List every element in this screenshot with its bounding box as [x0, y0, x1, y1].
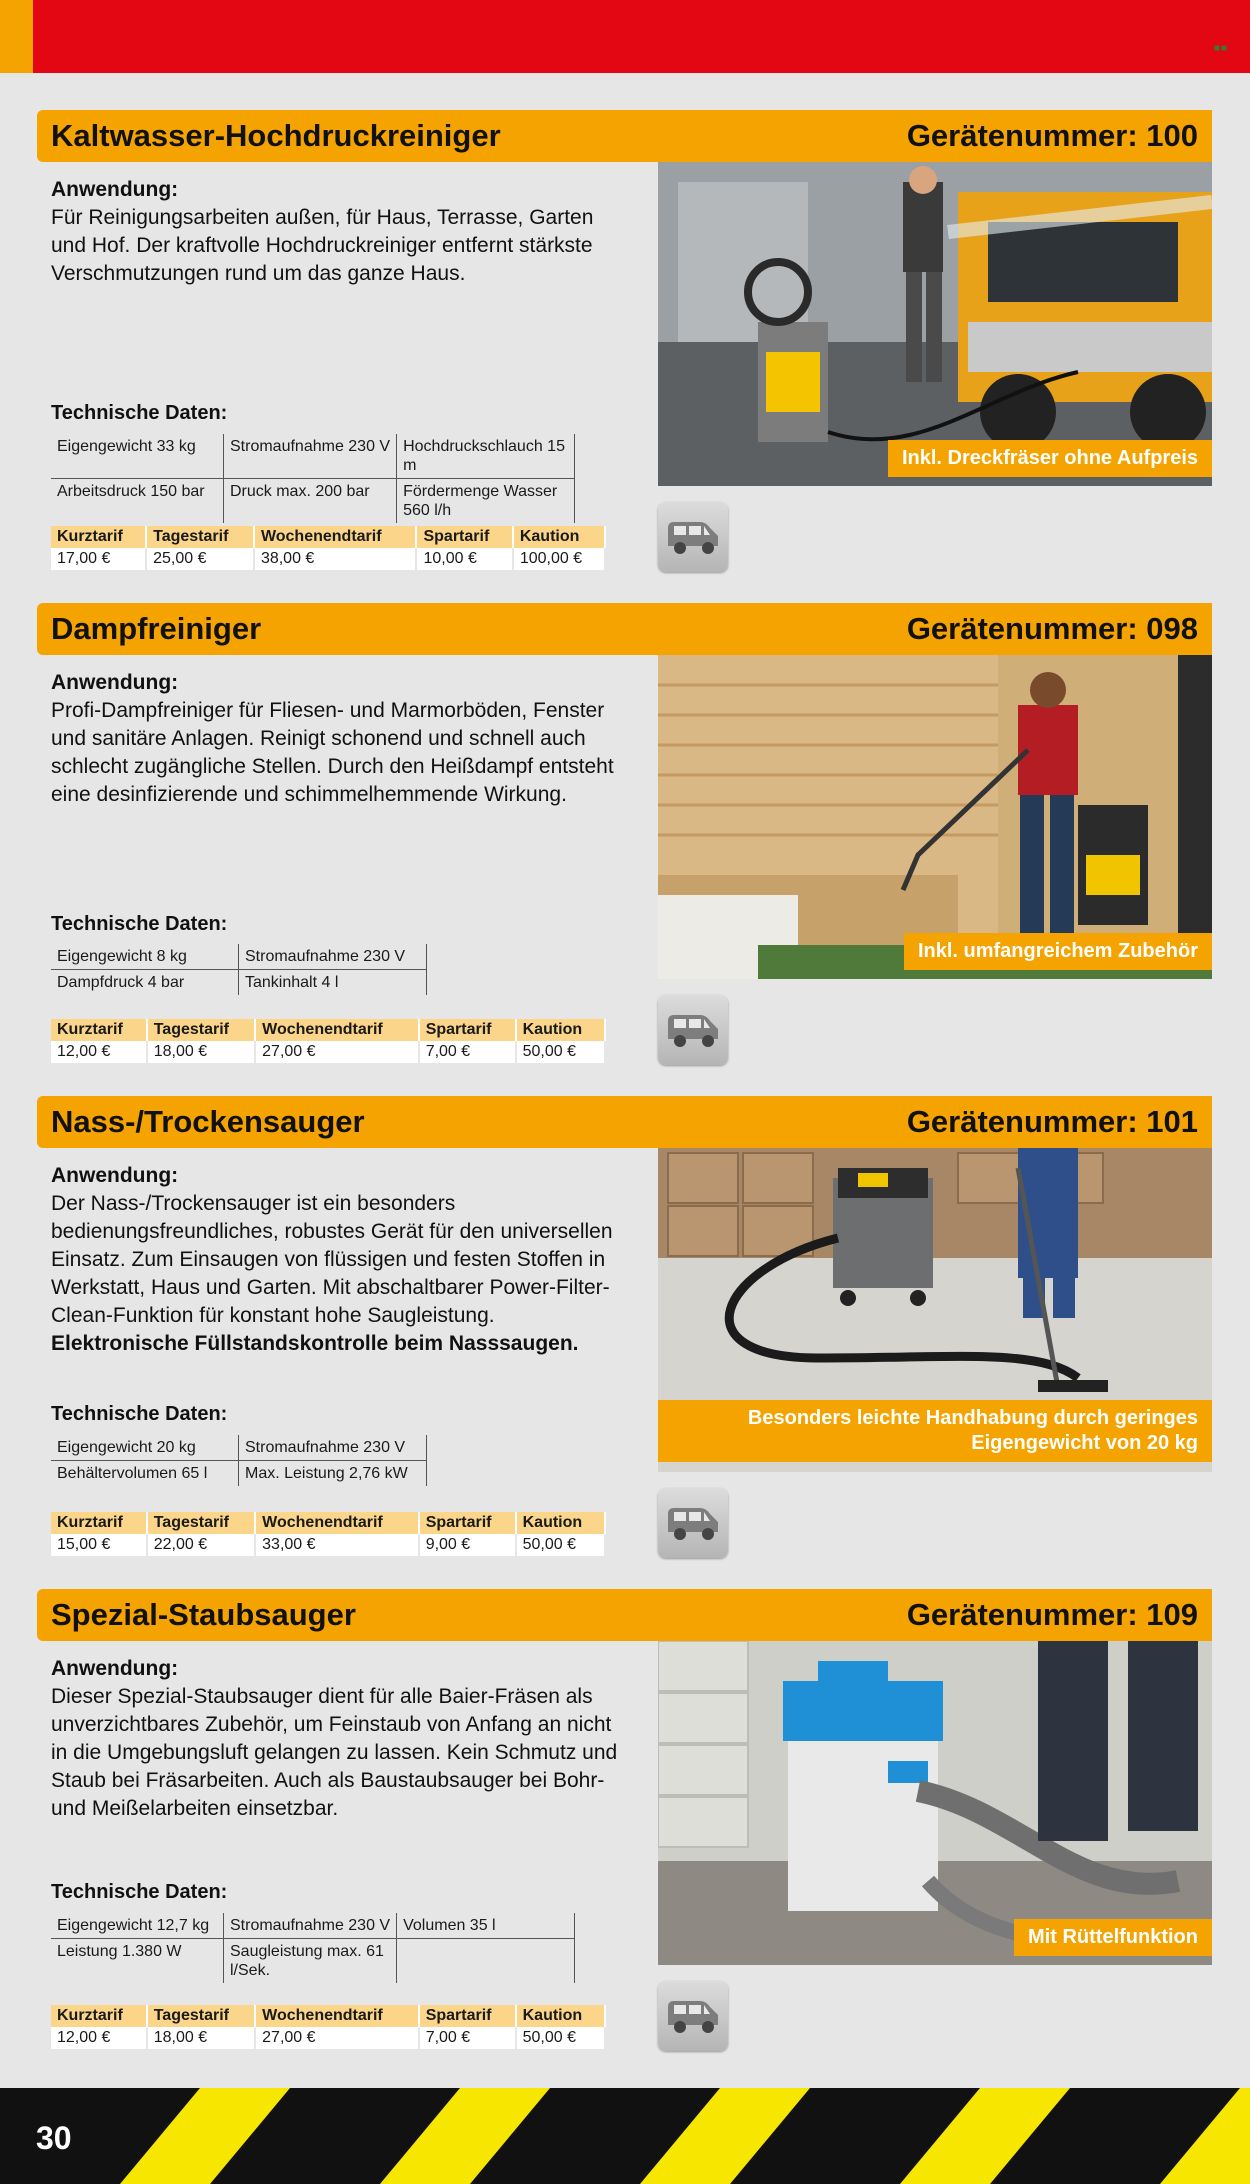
spec-table — [51, 1913, 575, 1983]
hazard-stripe-footer — [0, 2088, 1250, 2184]
price-header: Kurztarif — [51, 1019, 147, 1041]
top-yellow-tab — [0, 0, 33, 73]
anwendung-label: Anwendung: — [51, 671, 179, 694]
price-header: Spartarif — [419, 1512, 516, 1534]
description-text: Für Reinigungsarbeiten außen, für Haus, Terrasse, Garten und Hof. Der kraftvolle Hochdruckreiniger entfernt stärkste Verschmutzungen rund um das ganze Haus. — [51, 206, 594, 285]
spec-cell: Fördermenge Wasser 560 l/h — [397, 479, 575, 524]
feature-badge: Inkl. umfangreichem Zubehör — [904, 933, 1212, 970]
product-description — [51, 1655, 621, 1823]
price-value: 22,00 € — [147, 1534, 255, 1556]
anwendung-label: Anwendung: — [51, 1164, 179, 1187]
section-header — [37, 1096, 1212, 1148]
transport-van-icon — [658, 502, 728, 572]
spec-cell: Stromaufnahme 230 V — [239, 1435, 427, 1461]
price-value: 27,00 € — [255, 2027, 419, 2049]
description-highlight: Elektronische Füllstandskontrolle beim Nasssaugen. — [51, 1332, 579, 1355]
price-header: Tagestarif — [147, 2005, 255, 2027]
product-photo-special-vacuum — [658, 1641, 1212, 1965]
spec-cell: Leistung 1.380 W — [51, 1939, 224, 1984]
anwendung-label: Anwendung: — [51, 1657, 179, 1680]
price-value: 38,00 € — [254, 548, 417, 570]
device-number: Gerätenummer: 100 — [906, 118, 1198, 153]
price-value: 100,00 € — [513, 548, 605, 570]
spec-cell: Max. Leistung 2,76 kW — [239, 1461, 427, 1487]
price-value: 9,00 € — [419, 1534, 516, 1556]
price-value: 50,00 € — [516, 1534, 605, 1556]
price-table — [51, 1019, 606, 1063]
description-text: Profi-Dampfreiniger für Fliesen- und Marmorböden, Fenster und sanitäre Anlagen. Reinigt schonend und schnell auch schlecht zugängliche Stellen. Durch den Heißdampf entsteht eine desinfizierende und schimmelhemmende Wirkung. — [51, 699, 614, 806]
feature-badge: Besonders leichte Handhabung durch geringes Eigengewicht von 20 kg — [658, 1400, 1212, 1462]
product-photo-pressure-washer — [658, 162, 1212, 486]
spec-cell: Dampfdruck 4 bar — [51, 970, 239, 996]
product-description — [51, 1162, 621, 1358]
spec-cell: Eigengewicht 20 kg — [51, 1435, 239, 1461]
tech-data-label: Technische Daten: — [51, 1881, 228, 1903]
description-text: Dieser Spezial-Staubsauger dient für alle Baier-Fräsen als unverzichtbares Zubehör, um Feinstaub von Anfang an nicht in die Umgebungsluft gelangen zu lassen. Kein Schmutz und Staub bei Fräsarbeiten. Auch als Baustaubsauger bei Bohr- und Meißelarbeiten einsetzbar. — [51, 1685, 618, 1820]
price-header: Kaution — [516, 2005, 605, 2027]
section-header — [37, 1589, 1212, 1641]
transport-van-icon — [658, 1488, 728, 1558]
spec-cell: Saugleistung max. 61 l/Sek. — [224, 1939, 397, 1984]
price-header: Spartarif — [416, 526, 512, 548]
spec-cell: Volumen 35 l — [397, 1913, 575, 1939]
price-header: Kurztarif — [51, 1512, 147, 1534]
price-table — [51, 2005, 606, 2049]
product-title: Dampfreiniger — [51, 611, 262, 646]
feature-badge: Inkl. Dreckfräser ohne Aufpreis — [888, 440, 1212, 477]
product-photo-wet-dry-vacuum — [658, 1148, 1212, 1472]
product-photo-steam-cleaner — [658, 655, 1212, 979]
price-header: Kurztarif — [51, 2005, 147, 2027]
product-title: Nass-/Trockensauger — [51, 1104, 365, 1139]
price-header: Wochenendtarif — [255, 1512, 419, 1534]
product-description — [51, 669, 621, 809]
page-number: 30 — [36, 2120, 72, 2156]
price-value: 12,00 € — [51, 1041, 147, 1063]
price-header: Tagestarif — [147, 1512, 255, 1534]
anwendung-label: Anwendung: — [51, 178, 179, 201]
price-value: 18,00 € — [147, 2027, 255, 2049]
spec-table — [51, 1435, 427, 1486]
price-header: Spartarif — [419, 2005, 516, 2027]
price-header: Wochenendtarif — [254, 526, 417, 548]
spec-cell: Tankinhalt 4 l — [239, 970, 427, 996]
transport-van-icon — [658, 995, 728, 1065]
price-value: 15,00 € — [51, 1534, 147, 1556]
spec-cell: Eigengewicht 8 kg — [51, 944, 239, 970]
price-value: 27,00 € — [255, 1041, 419, 1063]
spec-cell: Druck max. 200 bar — [224, 479, 397, 524]
product-section-dampfreiniger — [37, 603, 1212, 1091]
spec-cell: Stromaufnahme 230 V — [224, 434, 397, 479]
price-value: 7,00 € — [419, 2027, 516, 2049]
tech-data-label: Technische Daten: — [51, 402, 228, 424]
price-value: 33,00 € — [255, 1534, 419, 1556]
logo-dots-icon: ■■ — [1213, 43, 1228, 54]
price-header: Kaution — [516, 1512, 605, 1534]
description-text: Der Nass-/Trockensauger ist ein besonders bedienungsfreundliches, robustes Gerät für den universellen Einsatz. Zum Einsaugen von flüssigen und festen Stoffen in Werkstatt, Haus und Garten. Mit abschaltbarer Power-Filter-Clean-Funktion für konstant hohe Saugleistung. — [51, 1192, 613, 1327]
price-value: 25,00 € — [146, 548, 254, 570]
device-number: Gerätenummer: 101 — [906, 1104, 1198, 1139]
price-header: Kaution — [513, 526, 605, 548]
price-table — [51, 526, 606, 570]
price-header: Spartarif — [419, 1019, 516, 1041]
price-value: 17,00 € — [51, 548, 146, 570]
transport-van-icon — [658, 1981, 728, 2051]
price-value: 50,00 € — [516, 1041, 605, 1063]
spec-table — [51, 434, 575, 523]
top-banner — [0, 0, 1250, 73]
device-number: Gerätenummer: 098 — [906, 611, 1198, 646]
price-header: Tagestarif — [147, 1019, 255, 1041]
product-title: Kaltwasser-Hochdruckreiniger — [51, 118, 501, 153]
price-value: 12,00 € — [51, 2027, 147, 2049]
price-value: 50,00 € — [516, 2027, 605, 2049]
product-section-hochdruckreiniger — [37, 110, 1212, 598]
feature-badge: Mit Rüttelfunktion — [1014, 1919, 1212, 1956]
price-table — [51, 1512, 606, 1556]
price-value: 18,00 € — [147, 1041, 255, 1063]
spec-cell — [397, 1939, 575, 1984]
tech-data-label: Technische Daten: — [51, 1403, 228, 1425]
price-header: Tagestarif — [146, 526, 254, 548]
spec-cell: Arbeitsdruck 150 bar — [51, 479, 224, 524]
device-number: Gerätenummer: 109 — [906, 1597, 1198, 1632]
price-value: 7,00 € — [419, 1041, 516, 1063]
section-header — [37, 110, 1212, 162]
spec-cell: Eigengewicht 12,7 kg — [51, 1913, 224, 1939]
price-value: 10,00 € — [416, 548, 512, 570]
tech-data-label: Technische Daten: — [51, 913, 228, 935]
spec-cell: Stromaufnahme 230 V — [224, 1913, 397, 1939]
section-header — [37, 603, 1212, 655]
price-header: Kurztarif — [51, 526, 146, 548]
product-title: Spezial-Staubsauger — [51, 1597, 356, 1632]
product-description — [51, 176, 621, 288]
price-header: Wochenendtarif — [255, 2005, 419, 2027]
spec-cell: Hochdruckschlauch 15 m — [397, 434, 575, 479]
price-header: Kaution — [516, 1019, 605, 1041]
spec-table — [51, 944, 427, 995]
spec-cell: Stromaufnahme 230 V — [239, 944, 427, 970]
price-header: Wochenendtarif — [255, 1019, 419, 1041]
spec-cell: Eigengewicht 33 kg — [51, 434, 224, 479]
product-section-spezial-staubsauger — [37, 1589, 1212, 2077]
product-section-nass-trockensauger — [37, 1096, 1212, 1584]
spec-cell: Behältervolumen 65 l — [51, 1461, 239, 1487]
